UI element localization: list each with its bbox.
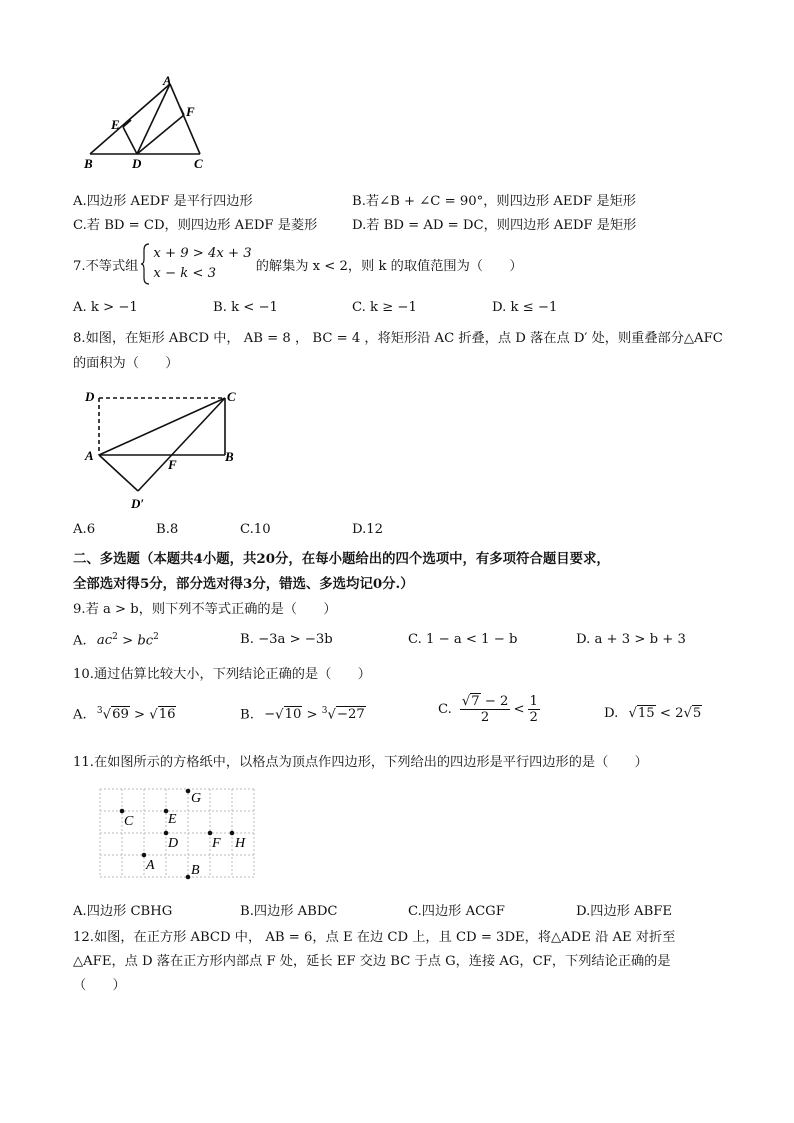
q10-option-c-fraction2 bbox=[528, 694, 540, 725]
q9-option-a bbox=[73, 632, 159, 648]
q8-option-b: B.8 bbox=[156, 522, 179, 537]
fig11-label-H: H bbox=[235, 836, 246, 851]
q10-option-a-cmp: > bbox=[129, 707, 150, 723]
fig11-label-B: B bbox=[191, 863, 200, 878]
q9-stem: 9.若 a > b，则下列不等式正确的是（ ） bbox=[73, 602, 337, 617]
q10-option-b-cmp: > bbox=[302, 707, 322, 723]
q8-option-a: A.6 bbox=[73, 522, 96, 537]
q11-option-c: C.四边形 ACGF bbox=[408, 904, 505, 919]
q10-option-c-num2: 1 bbox=[529, 694, 538, 709]
q6-option-b: B.若∠B + ∠C = 90°，则四边形 AEDF 是矩形 bbox=[352, 194, 636, 209]
q8-stem-line2: 的面积为（ ） bbox=[73, 356, 179, 371]
q12-stem-line3: （ ） bbox=[73, 978, 126, 993]
q10-option-a-radicand1: 69 bbox=[112, 707, 129, 723]
q10-option-a: A. $^3$√69 > √16 bbox=[73, 706, 176, 723]
fig6-label-A: A bbox=[163, 75, 172, 88]
q10-option-d-cmp: < 2 bbox=[655, 706, 684, 721]
q10-option-c-fraction1: $\frac{√7 - 2}{2}$ bbox=[461, 694, 509, 726]
fig11-label-D: D bbox=[168, 836, 179, 851]
q12-stem-line1: 12.如图，在正方形 ABCD 中， AB = 6，点 E 在边 CD 上，且 CD = 3DE，将△ADE 沿 AE 对折至 bbox=[73, 930, 676, 945]
fig8-label-B: B bbox=[225, 449, 234, 464]
section2-heading-line2: 全部选对得5分，部分选对得3分，错选、多选均记0分.） bbox=[73, 576, 414, 592]
fig8-label-C: C bbox=[227, 389, 236, 404]
q12-stem-line2: △AFE，点 D 落在正方形内部点 F 处，延长 EF 交边 BC 于点 G，连接 AG，CF，下列结论正确的是 bbox=[73, 954, 671, 969]
q9-option-b: B. −3a > −3b bbox=[240, 632, 333, 647]
q7-option-c: C. k ≥ −1 bbox=[352, 300, 417, 315]
section2-heading-line1: 二、多选题（本题共4小题，共20分，在每小题给出的四个选项中，有多项符合题目要求， bbox=[73, 551, 610, 567]
q6-option-c: C.若 BD = CD，则四边形 AEDF 是菱形 bbox=[73, 218, 318, 233]
q10-option-c-cmp: < bbox=[513, 702, 525, 718]
q7-system-line2: x − k < 3 bbox=[153, 266, 217, 281]
q9-option-a-exp2: 2 bbox=[153, 632, 159, 642]
q10-option-b-radicand1: 10 bbox=[284, 707, 302, 723]
fig6-label-F: F bbox=[186, 104, 195, 119]
q9-option-a-label: A. bbox=[73, 633, 87, 649]
q10-option-a-label: A. bbox=[73, 707, 87, 723]
q10-option-c-den2: 2 bbox=[529, 710, 538, 726]
fig11-label-G: G bbox=[191, 791, 202, 806]
q10-option-d-radicand1: 15 bbox=[637, 706, 655, 721]
q7-option-b: B. k < −1 bbox=[213, 300, 278, 315]
fig11-label-C: C bbox=[124, 814, 134, 829]
q10-option-d-radicand2: 5 bbox=[692, 706, 702, 721]
q7-system bbox=[153, 244, 251, 284]
q9-option-a-right: > bc bbox=[117, 633, 154, 649]
q7-suffix: 的解集为 x < 2，则 k 的取值范围为（ ） bbox=[255, 258, 523, 274]
triangle-figure-q6 bbox=[80, 75, 220, 175]
q10-option-c-radicand: 7 bbox=[471, 694, 480, 709]
fig6-label-C: C bbox=[194, 156, 203, 171]
q6-option-d: D.若 BD = AD = DC，则四边形 AEDF 是矩形 bbox=[352, 218, 637, 233]
q7-brace bbox=[141, 243, 151, 285]
fig8-label-F: F bbox=[168, 457, 177, 472]
fig11-label-E: E bbox=[168, 812, 177, 827]
q11-option-d: D.四边形 ABFE bbox=[576, 904, 673, 919]
fig8-label-Dprime: D′ bbox=[131, 496, 145, 511]
q10-option-c-den1: 2 bbox=[480, 710, 490, 726]
q10-option-d-label: D. bbox=[604, 706, 619, 721]
q10-option-c bbox=[438, 694, 540, 725]
q7-option-a: A. k > −1 bbox=[73, 300, 138, 315]
rectangle-fold-figure-q8 bbox=[82, 385, 242, 515]
q7-stem bbox=[73, 242, 523, 286]
q9-option-a-left: ac bbox=[96, 633, 113, 649]
q10-option-b-radicand2: −27 bbox=[336, 707, 365, 723]
q10-stem: 10.通过估算比较大小，下列结论正确的是（ ） bbox=[73, 667, 371, 682]
q10-option-b: B. −√10 > $^3$√−27 bbox=[240, 706, 365, 723]
fig11-label-A: A bbox=[146, 858, 155, 873]
fig6-label-B: B bbox=[84, 156, 93, 171]
q9-option-c: C. 1 − a < 1 − b bbox=[408, 632, 518, 647]
q10-option-c-label: C. bbox=[438, 702, 452, 718]
q10-option-a-radicand2: 16 bbox=[158, 707, 176, 723]
fig8-label-A: A bbox=[85, 448, 94, 463]
q6-option-a: A.四边形 AEDF 是平行四边形 bbox=[73, 194, 253, 209]
fig6-label-D: D bbox=[132, 156, 142, 171]
fig6-label-E: E bbox=[111, 117, 120, 132]
fig8-label-D: D bbox=[85, 389, 95, 404]
q11-option-b: B.四边形 ABDC bbox=[240, 904, 338, 919]
q10-option-a-index: 3 bbox=[96, 706, 103, 716]
q10-option-b-index: 3 bbox=[321, 706, 328, 716]
fig11-label-F: F bbox=[212, 836, 221, 851]
q9-option-a-exp1: 2 bbox=[112, 632, 118, 642]
q7-option-d: D. k ≤ −1 bbox=[492, 300, 558, 315]
q10-option-b-minus: − bbox=[264, 707, 276, 723]
q10-option-b-label: B. bbox=[240, 707, 254, 723]
q8-stem-line1: 8.如图，在矩形 ABCD 中， AB = 8 ， BC = 4 ，将矩形沿 AC 折叠，点 D 落在点 D′ 处，则重叠部分△AFC bbox=[73, 331, 723, 346]
q7-prefix: 7.不等式组 bbox=[73, 258, 139, 274]
q10-option-c-num-rest: − 2 bbox=[480, 694, 509, 709]
q10-option-d: D. √15 < 2√5 bbox=[604, 706, 702, 721]
grid-paper-figure-q11 bbox=[98, 785, 258, 885]
q11-option-a: A.四边形 CBHG bbox=[73, 904, 173, 919]
q9-option-d: D. a + 3 > b + 3 bbox=[576, 632, 686, 647]
q11-stem: 11.在如图所示的方格纸中，以格点为顶点作四边形，下列给出的四边形是平行四边形的是（ ） bbox=[73, 755, 648, 770]
q8-option-c: C.10 bbox=[240, 522, 271, 537]
q7-system-line1: x + 9 > 4x + 3 bbox=[153, 246, 252, 261]
q8-option-d: D.12 bbox=[352, 522, 384, 537]
